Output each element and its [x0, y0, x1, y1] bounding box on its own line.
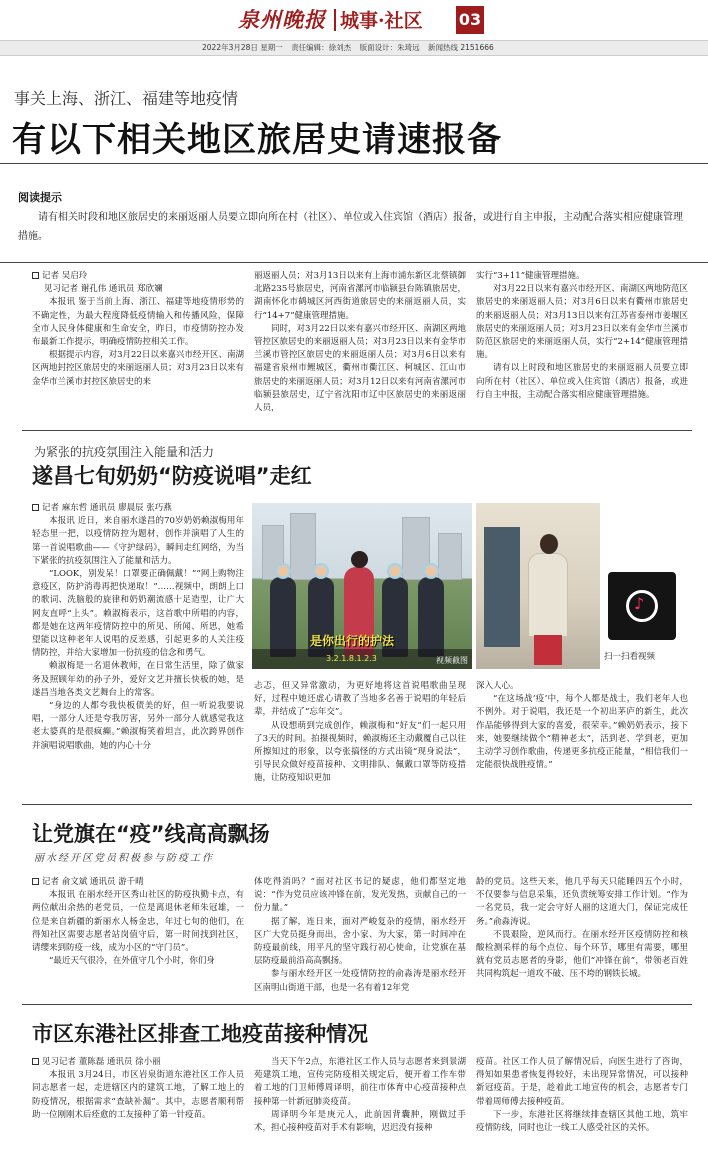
article2-column-3: [476, 680, 688, 792]
music-note-icon: ♪: [634, 594, 645, 613]
article1-paragraph: 实行“3+11”健康管理措施。: [476, 271, 585, 281]
video-screenshot-photo: [252, 503, 472, 669]
article3-kicker: 丽水经开区党员积极参与防疫工作: [34, 853, 214, 864]
article3-paragraph: 本报讯 在丽水经开区秀山社区的防疫执勤卡点，有两位献出余热的老党员，一位是离退休老师朱冠雄，一位是来自新疆的新丽水人杨金忠，年过七旬的他们，在得知社区需要志愿者站岗值守后，第一时间找到社区，请缨来到防疫一线，成为小区的“守门员”。: [32, 890, 244, 954]
date-line: 2022年3月28日 星期一: [202, 43, 283, 52]
paper-name: 泉州晚报: [238, 7, 326, 32]
masthead-divider: [334, 9, 336, 31]
article4-headline: 市区东港社区排查工地疫苗接种情况: [32, 1022, 368, 1046]
video-qr-code[interactable]: [608, 572, 676, 640]
article3-column-1: [32, 876, 244, 996]
article1-paragraph: 丽返丽人员；对3月13日以来有上海市浦东新区北蔡镇御北路235号旅居史，河南省漯河市临颍县台陈镇旅居史，湖南怀化市鹤城区河西街道旅居史的来丽返丽人员，实行“14+7”健康管理措施。: [254, 271, 466, 321]
article3-headline: 让党旗在“疫”线高高飘扬: [32, 822, 270, 846]
section-name: 城事·社区: [340, 10, 423, 32]
article3-paragraph: 参与丽水经开区一处疫情防控的俞淼涛是丽水经开区南明山街道干部，也是一名有着12年党: [254, 969, 466, 993]
article2-paragraph: 从设想萌到完成创作，赖淑梅和“好友”们一起只用了3天的时间。拍摄视频时，赖淑梅还主动戴覆自己以往所擦知过的形象，以夸张搞怪的方式出镜“现身说法”，引导民众做好疫苗接种、文明排队、佩戴口罩等防疫措施，让防疫知识更加: [254, 720, 466, 784]
article4-column-1: [32, 1056, 244, 1156]
article2-paragraph: “在这场战‘疫’中，每个人都是战士，我们老年人也不例外。对于说唱，我还是一个初出茅庐的新生，此次作品能够得到大家的喜爱，很荣幸。”赖奶奶表示，接下来，她要继续做个“精神老太”，活到老、学到老，更加主动学习创作歌曲，传递更多抗疫正能量，“相信我们一定能很快战胜疫情。”: [476, 694, 688, 771]
article2-paragraph: 赖淑梅是一名退休教师，在日常生活里，除了做家务及照顾年幼的孙子外，爱好文艺并擅长快板的她，是遂昌当地各类文艺舞台上的常客。: [32, 661, 244, 698]
photo-source-tag: 视频截图: [436, 656, 468, 665]
video-lyric-small: 3.2.1.8.1.2.3: [326, 654, 377, 663]
article2-paragraph: “身边的人都夸我快板债美的好，但一听说我要说唱，一部分人还是夸我厉害，另外一部分人就感觉我这老太婆真的是很疯癫。”赖淑梅笑着坦言，此次跨界创作并演唱说唱歌曲，她的内心十分: [32, 701, 244, 751]
video-lyric-caption: 是你出行的护法: [310, 634, 395, 648]
article4-paragraph: 周译明今年是庚元人，此前因背囊肿，刚做过手术，担心接种疫苗对手术有影响，迟迟没有接种: [254, 1109, 466, 1134]
grandma-portrait-photo: [476, 503, 600, 669]
article2-paragraph: 本报讯 近日，来自丽水遂昌的70岁奶奶赖淑梅用年轻态里一把，以疫情防控为题材，创作并演唱了人生的第一首说唱歌曲——《守护绿码》，瞬间走红网络，为当下紧张的抗疫氛围注入了能量和活力。: [32, 516, 244, 566]
article1-paragraph: 请有以上时段和地区旅居史的来丽返丽人员要立即向所在村（社区）、单位或入住宾馆（酒店）报备，或进行自主申报，主动配合落实相应健康管理措施。: [476, 363, 688, 400]
article2-paragraph: “LOOK，别发呆！口罩要正确佩戴！”“网上购物注意疫区，防护消毒再把快递取！”……视频中，朗朗上口的歌词、洗脑般的旋律和奶奶潮流感十足造型，让广大网友直呼“上头”。赖淑梅表示，这首歌中所唱的内容，都是她在这两年疫情防控中的所见、所闻、所思，她希望能以这种老年人说唱的反差感，引起更多的人关注疫情防控，并给大家增加一份抗疫的信念和勇气。: [32, 569, 244, 659]
article1-column-1: [32, 270, 244, 420]
article4-byline: 见习记者 董陈磊 通讯员 徐小丽: [32, 1056, 244, 1069]
article4-paragraph: 本报讯 3月24日，市区岩泉街道东港社区工作人员同志愿者一起，走进辖区内的建筑工地，了解工地上的防疫情况，根据需求“查缺补漏”。其中，志愿者顺利帮助一位刚刚术后痊愈的工友接种了第一针疫苗。: [32, 1070, 244, 1120]
article3-byline: 记者 俞文斌 通讯员 游千晴: [32, 876, 244, 889]
article3-paragraph: 据了解，连日来，面对严峻复杂的疫情，丽水经开区广大党员挺身而出，舍小家、为大家，第一时间冲在防疫最前线，用平凡的坚守践行初心使命，让党旗在基层防疫最前沿高高飘扬。: [254, 916, 466, 967]
summary-rule: [0, 262, 708, 263]
qr-caption: 扫一扫看视频: [604, 652, 656, 662]
article1-paragraph: 根据提示内容，对3月22日以来嘉兴市经开区、南湖区两地封控区旅居史的来丽返丽人员；对3月23日以来有金华市兰溪市封控区旅居史的来: [32, 350, 244, 387]
article2-column-2: [254, 680, 466, 792]
article2-headline: 遂昌七旬奶奶“防疫说唱”走红: [32, 464, 312, 488]
article4-paragraph: 当天下午2点，东港社区工作人员与志愿者来到景湖苑建筑工地，宣传完防疫相关规定后，便开着工作车带着工地的门卫师傅周译明，前往市体育中心疫苗接种点接种第一针新冠肺炎疫苗。: [254, 1057, 466, 1107]
article1-paragraph: 对3月22日以来有嘉兴市经开区、南湖区两地防范区旅居史的来丽返丽人员；对3月6日以来有衢州市旅居史的来丽返丽人员；对3月13日以来有江苏省泰州市姜堰区旅居史的来丽返丽人员；对3月23日以来有金华市兰溪市防范区旅居史的来丽返丽人员，实行“2+14”健康管理措施。: [476, 284, 688, 361]
article3-paragraph: 不畏艰险，逆风而行。在丽水经开区疫情防控和核酸检测采样的每个点位、每个环节，哪里有需要，哪里就有党员志愿者的身影，他们“冲锋在前”，带领老百姓共同构筑起一道攻不破、压不垮的钢铁长城。: [476, 929, 688, 980]
article1-byline-2: 见习记者 谢孔伟 通讯员 郑欣斓: [44, 284, 163, 295]
article1-byline: 记者 吴启玲: [32, 270, 244, 283]
article2-byline: 记者 麻东哲 通讯员 廖晨辰 张巧燕: [32, 502, 244, 515]
article-divider: [22, 804, 692, 805]
editor-credit: 责任编辑：徐刘杰: [291, 43, 352, 52]
article1-column-2: [254, 270, 466, 420]
news-hotline: 新闻热线 2151666: [427, 43, 494, 52]
article3-paragraph: “最近天气很冷，在外值守几个小时，你们身: [49, 956, 215, 967]
article4-column-3: [476, 1056, 688, 1156]
article4-column-2: [254, 1056, 466, 1156]
article4-paragraph: 疫苗。社区工作人员了解情况后，向医生进行了咨询，得知如果患者恢复得较好，未出现异常情况，可以接种新冠疫苗。于是，趁着此工地宣传的机会，志愿者专门带着周师傅去接种疫苗。: [476, 1057, 688, 1107]
article1-paragraph: 同时，对3月22日以来有嘉兴市经开区、南湖区两地管控区旅居史的来丽返丽人员；对3月23日以来有金华市兰溪市管控区旅居史的来丽返丽人员；对3月6日以来有福建省泉州市鲤城区，衢州市衢江区、柯城区、江山市旅居史的来丽返丽人员；对3月12日以来有河南省漯河市临颍县旅居史，辽宁省沈阳市辽中区旅居史的来丽返丽人员，: [254, 323, 466, 414]
masthead: [0, 0, 708, 40]
summary-title: 阅读提示: [18, 191, 62, 204]
article1-headline: 有以下相关地区旅居史请速报备: [12, 120, 502, 160]
page-number: 03: [456, 6, 484, 34]
article2-paragraph: 深入人心。: [476, 681, 519, 691]
article-divider: [22, 1004, 692, 1005]
article2-kicker: 为紧张的抗疫氛围注入能量和活力: [34, 445, 215, 459]
article1-paragraph: 本报讯 鉴于当前上海、浙江、福建等地疫情形势的不确定性，为最大程度降低疫情输入和传播风险，保障全市人民身体健康和生命安全，昨日，市疫情防控办发布最新工作提示，明确疫情防控相关工作。: [32, 297, 244, 348]
article3-paragraph: 体吃得消吗？”面对社区书记的疑虑，他们都坚定地说：“作为党员应该冲锋在前，发光发热，贡献自己的一份力量。”: [254, 877, 466, 914]
article3-column-3: [476, 876, 688, 996]
article-divider: [22, 430, 692, 431]
article1-column-3: [476, 270, 688, 420]
designer-credit: 版面设计：朱琦远: [359, 43, 420, 52]
article2-paragraph: 忐忑，但又异常激动，为更好地将这首说唱歌曲呈现好，过程中她还虚心请教了当地多名善于说唱的年轻后辈，并结成了“忘年交”。: [254, 681, 466, 718]
info-bar: [0, 40, 708, 56]
article1-rule: [0, 163, 708, 164]
article3-paragraph: 龄的党员。这些天来，他几乎每天只能睡四五个小时，不仅要参与信息采集，还负责统筹安排工作计划。“作为一名党员，我一定会守好人丽的这道大门，保证完成任务。”俞淼涛说。: [476, 877, 688, 927]
summary-text: 请有相关时段和地区旅居史的来丽返丽人员要立即向所在村（社区）、单位或入住宾馆（酒店）报备，或进行自主申报，主动配合落实相应健康管理措施。: [18, 212, 683, 242]
article3-column-2: [254, 876, 466, 996]
article1-kicker: 事关上海、浙江、福建等地疫情: [14, 89, 239, 108]
article2-column-1: [32, 502, 244, 792]
article4-paragraph: 下一步，东港社区将继续排查辖区其他工地，筑牢疫情防线，同时也让一线工人感受社区的关怀。: [476, 1109, 688, 1134]
